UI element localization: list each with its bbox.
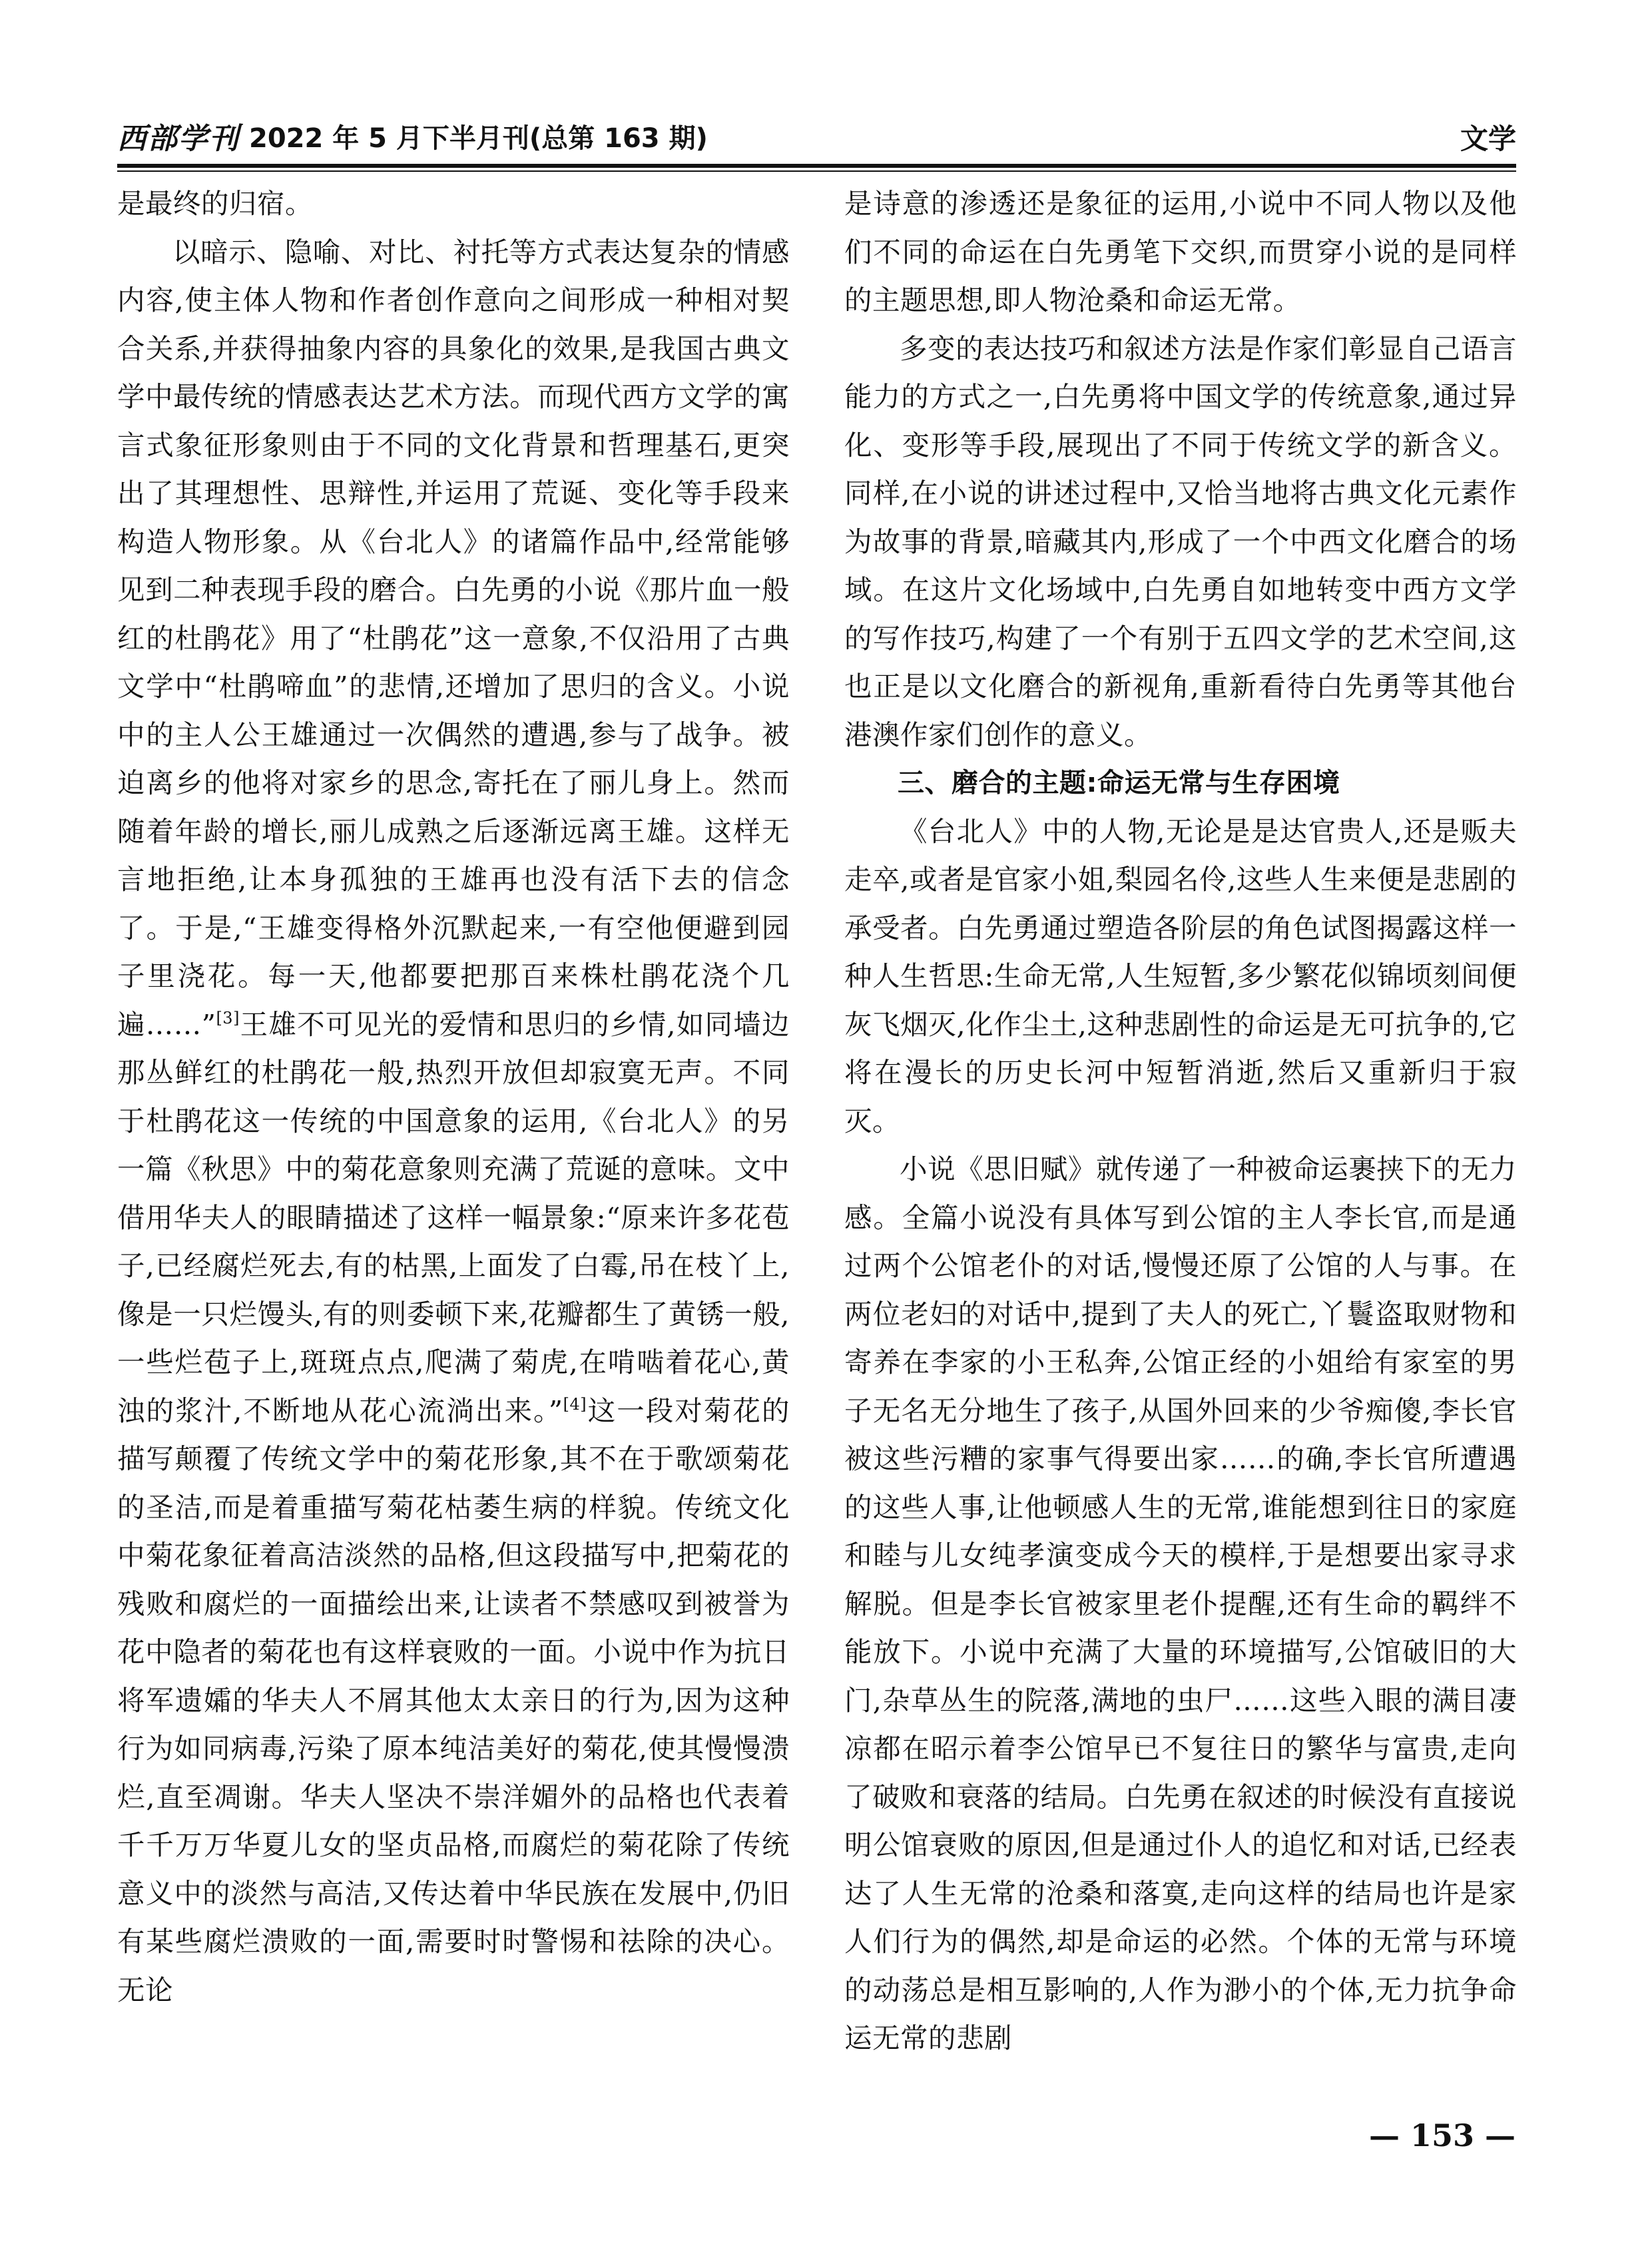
page-header: [117, 113, 1516, 156]
paragraph: 是诗意的渗透还是象征的运用,小说中不同人物以及他们不同的命运在白先勇笔下交织,而贯穿小说的是同样的主题思想,即人物沧桑和命运无常。: [844, 187, 1517, 316]
paragraph: 多变的表达技巧和叙述方法是作家们彰显自己语言能力的方式之一,白先勇将中国文学的传统意象,通过异化、变形等手段,展现出了不同于传统文学的新含义。同样,在小说的讲述过程中,又恰当地将古典文化元素作为故事的背景,暗藏其内,形成了一个中西文化磨合的场域。在这片文化场域中,白先勇自如地转变中西方文学的写作技巧,构建了一个有别于五四文学的艺术空间,这也正是以文化磨合的新视角,重新看待白先勇等其他台港澳作家们创作的意义。: [844, 332, 1517, 751]
paragraph-text: 王雄不可见光的爱情和思归的乡情,如同墙边那丛鲜红的杜鹃花一般,热烈开放但却寂寞无声。不同于杜鹃花这一传统的中国意象的运用,《台北人》的另一篇《秋思》中的菊花意象则充满了荒诞的意味。文中借用华夫人的眼睛描述了这样一幅景象:“原来许多花苞子,已经腐烂死去,有的枯黑,上面发了白霉,吊在枝丫上,像是一只烂馒头,有的则委顿下来,花瓣都生了黄锈一般,一些烂苞子上,斑斑点点,爬满了菊虎,在啃啮着花心,黄浊的浆汁,不断地从花心流淌出来。”: [117, 1007, 790, 1427]
right-column: [844, 180, 1517, 2124]
issue-info: 2022 年 5 月下半月刊(总第 163 期): [249, 123, 708, 154]
citation-ref: [3]: [216, 1008, 240, 1027]
section-heading: 三、磨合的主题:命运无常与生存困境: [898, 768, 1340, 798]
journal-name: 西部学刊: [117, 122, 240, 156]
header-rule: [117, 164, 1516, 168]
paragraph: 《台北人》中的人物,无论是是达官贵人,还是贩夫走卒,或者是官家小姐,梨园名伶,这些人生来便是悲剧的承受者。白先勇通过塑造各阶层的角色试图揭露这样一种人生哲思:生命无常,人生短暂,多少繁花似锦顷刻间便灰飞烟灭,化作尘土,这种悲剧性的命运是无可抗争的,它将在漫长的历史长河中短暂消逝,然后又重新归于寂灭。: [844, 814, 1517, 1137]
paragraph: [117, 228, 790, 2015]
paragraph-text: 以暗示、隐喻、对比、衬托等方式表达复杂的情感内容,使主体人物和作者创作意向之间形成一种相对契合关系,并获得抽象内容的具象化的效果,是我国古典文学中最传统的情感表达艺术方法。而现代西方文学的寓言式象征形象则由于不同的文化背景和哲理基石,更突出了其理想性、思辩性,并运用了荒诞、变化等手段来构造人物形象。从《台北人》的诸篇作品中,经常能够见到二种表现手段的磨合。白先勇的小说《那片血一般红的杜鹃花》用了“杜鹃花”这一意象,不仅沿用了古典文学中“杜鹃啼血”的悲情,还增加了思归的含义。小说中的主人公王雄通过一次偶然的遭遇,参与了战争。被迫离乡的他将对家乡的思念,寄托在了丽儿身上。然而随着年龄的增长,丽儿成熟之后逐渐远离王雄。这样无言地拒绝,让本身孤独的王雄再也没有活下去的信念了。于是,“王雄变得格外沉默起来,一有空他便避到园子里浇花。每一天,他都要把那百来株杜鹃花浇个几遍……”: [117, 235, 790, 1041]
section-label: 文学: [1460, 123, 1516, 155]
citation-ref: [4]: [563, 1394, 587, 1414]
paragraph: 是最终的归宿。: [117, 187, 314, 220]
page-number: — 153 —: [1368, 2117, 1515, 2153]
paragraph-text: 这一段对菊花的描写颠覆了传统文学中的菊花形象,其不在于歌颂菊花的圣洁,而是着重描写菊花枯萎生病的样貌。传统文化中菊花象征着高洁淡然的品格,但这段描写中,把菊花的残败和腐烂的一面描绘出来,让读者不禁感叹到被誉为花中隐者的菊花也有这样衰败的一面。小说中作为抗日将军遗孀的华夫人不屑其他太太亲日的行为,因为这种行为如同病毒,污染了原本纯洁美好的菊花,使其慢慢溃烂,直至凋谢。华夫人坚决不崇洋媚外的品格也代表着千千万万华夏儿女的坚贞品格,而腐烂的菊花除了传统意义中的淡然与高洁,又传达着中华民族在发展中,仍旧有某些腐烂溃败的一面,需要时时警惕和祛除的决心。无论: [117, 1394, 790, 2006]
paragraph: 小说《思旧赋》就传递了一种被命运裹挟下的无力感。全篇小说没有具体写到公馆的主人李长官,而是通过两个公馆老仆的对话,慢慢还原了公馆的人与事。在两位老妇的对话中,提到了夫人的死亡,丫鬟盗取财物和寄养在李家的小王私奔,公馆正经的小姐给有家室的男子无名无分地生了孩子,从国外回来的少爷痴傻,李长官被这些污糟的家事气得要出家……的确,李长官所遭遇的这些人事,让他顿感人生的无常,谁能想到往日的家庭和睦与儿女纯孝演变成今天的模样,于是想要出家寻求解脱。但是李长官被家里老仆提醒,还有生命的羁绊不能放下。小说中充满了大量的环境描写,公馆破旧的大门,杂草丛生的院落,满地的虫尸……这些入眼的满目凄凉都在昭示着李公馆早已不复往日的繁华与富贵,走向了破败和衰落的结局。白先勇在叙述的时候没有直接说明公馆衰败的原因,但是通过仆人的追忆和对话,已经表达了人生无常的沧桑和落寞,走向这样的结局也许是家人们行为的偶然,却是命运的必然。个体的无常与环境的动荡总是相互影响的,人作为渺小的个体,无力抗争命运无常的悲剧: [844, 1153, 1517, 2054]
left-column: [117, 180, 790, 2124]
header-rule-thin: [117, 170, 1516, 172]
